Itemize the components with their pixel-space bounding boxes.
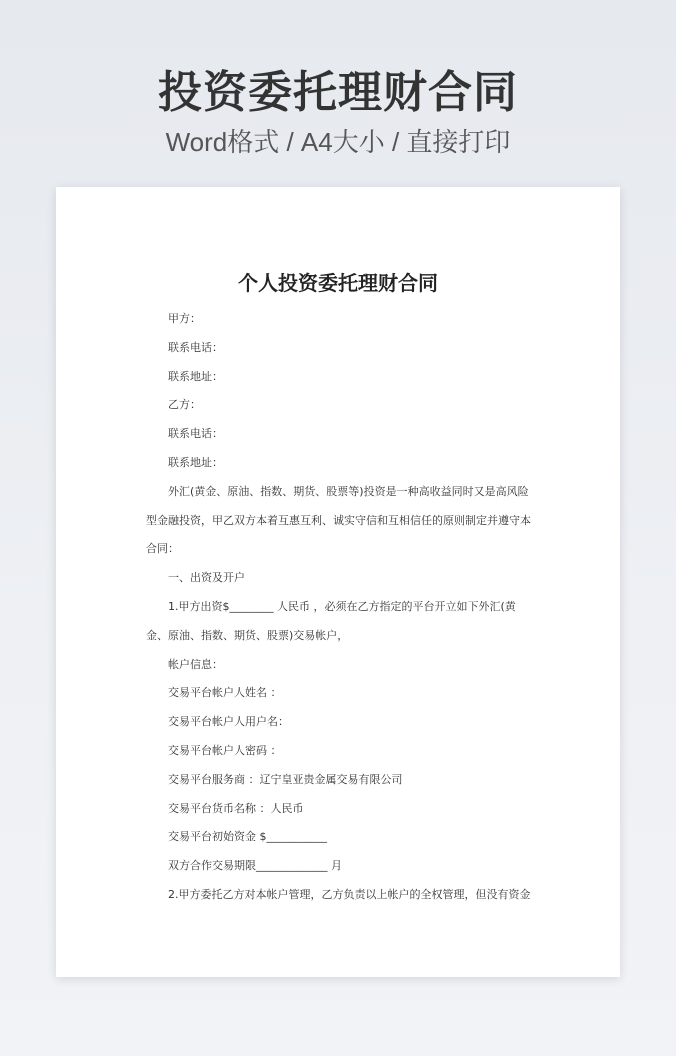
party-b-label: 乙方： — [168, 398, 201, 412]
party-b-phone: 联系电话： — [168, 427, 223, 441]
intro-line-1: 外汇(黄金、原油、指数、期货、股票等)投资是一种高收益同时又是高风险 — [168, 484, 529, 498]
party-a-label: 甲方： — [168, 312, 201, 325]
party-a-address: 联系地址： — [168, 369, 223, 383]
account-info-label: 帐户信息： — [168, 657, 223, 671]
platform-currency: 交易平台货币名称 ：人民币 — [168, 801, 304, 815]
clause-2-line-1: 2.甲方委托乙方对本帐户管理，乙方负责以上帐户的全权管理，但没有资金 — [168, 887, 531, 901]
party-b-address: 联系地址： — [168, 455, 223, 469]
initial-funds: 交易平台初始资金 $___________ — [168, 830, 327, 844]
document-title: 个人投资委托理财合同 — [238, 271, 438, 295]
page-header — [0, 0, 676, 160]
account-holder-name: 交易平台帐户人姓名 ： — [168, 686, 282, 700]
document-body — [146, 305, 531, 910]
sub-title: Word格式 / A4大小 / 直接打印 — [165, 127, 511, 157]
platform-provider: 交易平台服务商 ：辽宁皇亚贵金属交易有限公司 — [168, 772, 403, 786]
section-heading: 一、出资及开户 — [168, 571, 245, 585]
account-username: 交易平台帐户人用户名： — [168, 715, 289, 729]
intro-line-2: 型金融投资，甲乙双方本着互惠互利、诚实守信和互相信任的原则制定并遵守本 — [146, 513, 531, 527]
account-password: 交易平台帐户人密码 ： — [168, 743, 282, 757]
intro-line-3: 合同： — [146, 542, 179, 556]
main-title: 投资委托理财合同 — [158, 67, 518, 118]
clause-1-line-1: 1.甲方出资$________ 人民币 ，必须在乙方指定的平台开立如下外汇(黄 — [168, 599, 516, 613]
clause-1-line-2: 金、原油、指数、期货、股票)交易帐户， — [146, 628, 349, 642]
party-a-phone: 联系电话： — [168, 340, 223, 354]
document-page — [56, 187, 620, 977]
cooperation-term: 双方合作交易期限_____________ 月 — [168, 859, 342, 873]
